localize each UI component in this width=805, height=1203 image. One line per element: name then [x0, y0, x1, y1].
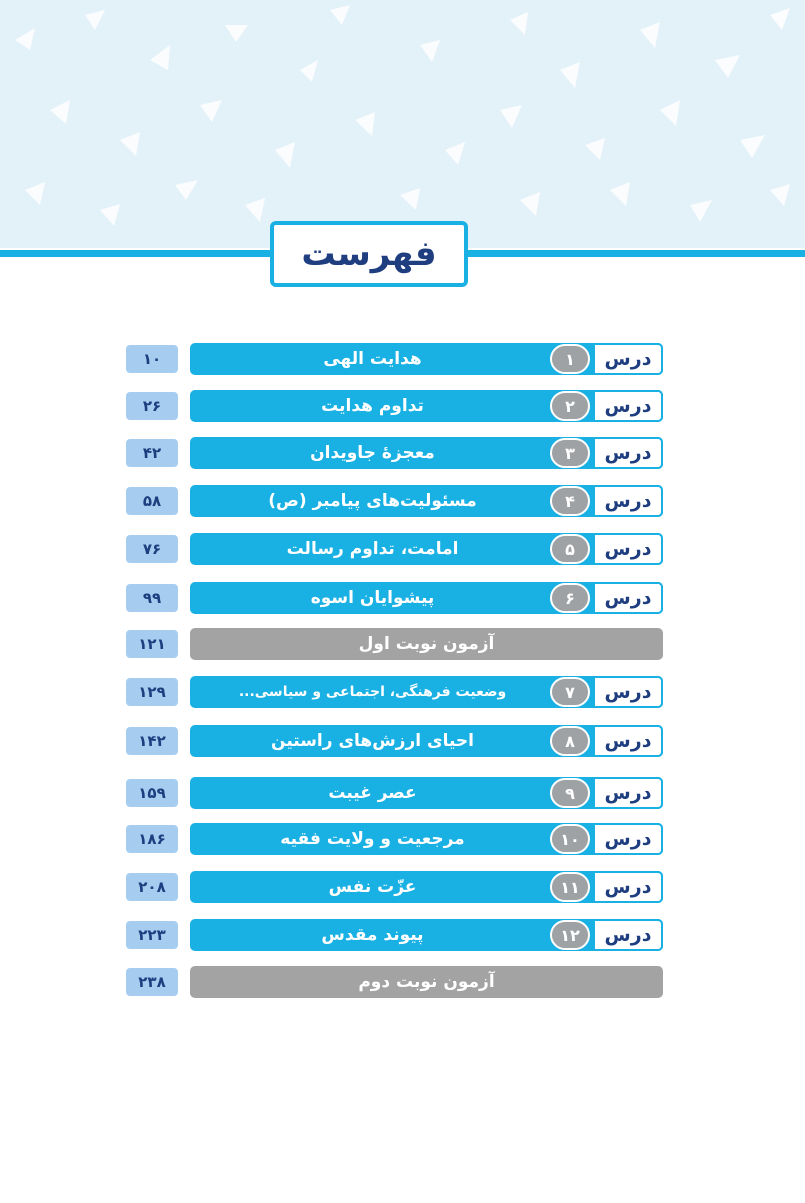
toc-lesson-row[interactable]: [0, 437, 805, 469]
lesson-number-badge: ۱۱: [550, 872, 590, 902]
lesson-bar: [190, 777, 663, 809]
toc-exam-row[interactable]: [0, 628, 805, 660]
lesson-bar: [190, 390, 663, 422]
lesson-prefix-label: درس: [604, 442, 652, 464]
page-number-badge: ۱۲۹: [126, 678, 178, 706]
toc-lesson-row[interactable]: [0, 777, 805, 809]
page-number-badge: ۲۶: [126, 392, 178, 420]
exam-bar: [190, 628, 663, 660]
toc-lesson-row[interactable]: [0, 533, 805, 565]
lesson-bar: [190, 485, 663, 517]
lesson-title: امامت، تداوم رسالت: [286, 539, 459, 559]
lesson-bar: [190, 533, 663, 565]
lesson-prefix-label: درس: [604, 395, 652, 417]
lesson-prefix-label: درس: [604, 490, 652, 512]
lesson-number-badge: ۱: [550, 344, 590, 374]
lesson-number-badge: ۴: [550, 486, 590, 516]
toc-exam-row[interactable]: [0, 966, 805, 998]
page-number-badge: ۴۲: [126, 439, 178, 467]
page-number-badge: ۲۲۳: [126, 921, 178, 949]
lesson-number-badge: ۸: [550, 726, 590, 756]
lesson-prefix-label: درس: [604, 348, 652, 370]
toc-lesson-row[interactable]: [0, 871, 805, 903]
lesson-prefix-label: درس: [604, 876, 652, 898]
page-number-badge: ۷۶: [126, 535, 178, 563]
lesson-title: وضعیت فرهنگی، اجتماعی و سیاسی...: [238, 684, 507, 700]
page-number-badge: ۲۳۸: [126, 968, 178, 996]
lesson-number-badge: ۹: [550, 778, 590, 808]
lesson-title: تداوم هدایت: [321, 396, 424, 416]
toc-lesson-row[interactable]: [0, 676, 805, 708]
lesson-title: پیشوایان اسوه: [310, 588, 435, 608]
lesson-prefix-label: درس: [604, 538, 652, 560]
lesson-title: عصر غیبت: [328, 783, 417, 803]
toc-lesson-row[interactable]: [0, 725, 805, 757]
lesson-bar: [190, 582, 663, 614]
lesson-prefix-label: درس: [604, 828, 652, 850]
exam-title: آزمون نوبت دوم: [358, 972, 495, 992]
lesson-number-badge: ۱۲: [550, 920, 590, 950]
lesson-bar: [190, 343, 663, 375]
lesson-number-badge: ۷: [550, 677, 590, 707]
toc-lesson-row[interactable]: [0, 390, 805, 422]
lesson-number-badge: ۵: [550, 534, 590, 564]
lesson-bar: [190, 871, 663, 903]
lesson-title: احیای ارزش‌های راستین: [271, 731, 474, 751]
toc-lesson-row[interactable]: [0, 919, 805, 951]
page-number-badge: ۵۸: [126, 487, 178, 515]
lesson-title: مسئولیت‌های پیامبر (ص): [268, 491, 477, 511]
lesson-bar: [190, 725, 663, 757]
lesson-bar: [190, 437, 663, 469]
page-title: فهرست: [301, 234, 437, 274]
lesson-title: هدایت الهی: [323, 349, 422, 369]
lesson-number-badge: ۳: [550, 438, 590, 468]
lesson-number-badge: ۶: [550, 583, 590, 613]
lesson-bar: [190, 676, 663, 708]
toc-lesson-row[interactable]: [0, 582, 805, 614]
toc-lesson-row[interactable]: [0, 823, 805, 855]
lesson-title: عزّت نفس: [328, 877, 417, 897]
page-number-badge: ۱۴۲: [126, 727, 178, 755]
page-number-badge: ۱۰: [126, 345, 178, 373]
toc-lesson-row[interactable]: [0, 343, 805, 375]
lesson-number-badge: ۲: [550, 391, 590, 421]
exam-title: آزمون نوبت اول: [358, 634, 495, 654]
page-number-badge: ۱۲۱: [126, 630, 178, 658]
lesson-bar: [190, 823, 663, 855]
lesson-number-badge: ۱۰: [550, 824, 590, 854]
lesson-title: پیوند مقدس: [321, 925, 424, 945]
lesson-title: مرجعیت و ولایت فقیه: [280, 829, 465, 849]
lesson-prefix-label: درس: [604, 681, 652, 703]
lesson-prefix-label: درس: [604, 587, 652, 609]
page-number-badge: ۹۹: [126, 584, 178, 612]
toc-lesson-row[interactable]: [0, 485, 805, 517]
page-number-badge: ۱۸۶: [126, 825, 178, 853]
page-number-badge: ۲۰۸: [126, 873, 178, 901]
exam-bar: [190, 966, 663, 998]
lesson-prefix-label: درس: [604, 924, 652, 946]
lesson-title: معجزۀ جاویدان: [310, 443, 435, 463]
lesson-bar: [190, 919, 663, 951]
page-number-badge: ۱۵۹: [126, 779, 178, 807]
lesson-prefix-label: درس: [604, 782, 652, 804]
lesson-prefix-label: درس: [604, 730, 652, 752]
